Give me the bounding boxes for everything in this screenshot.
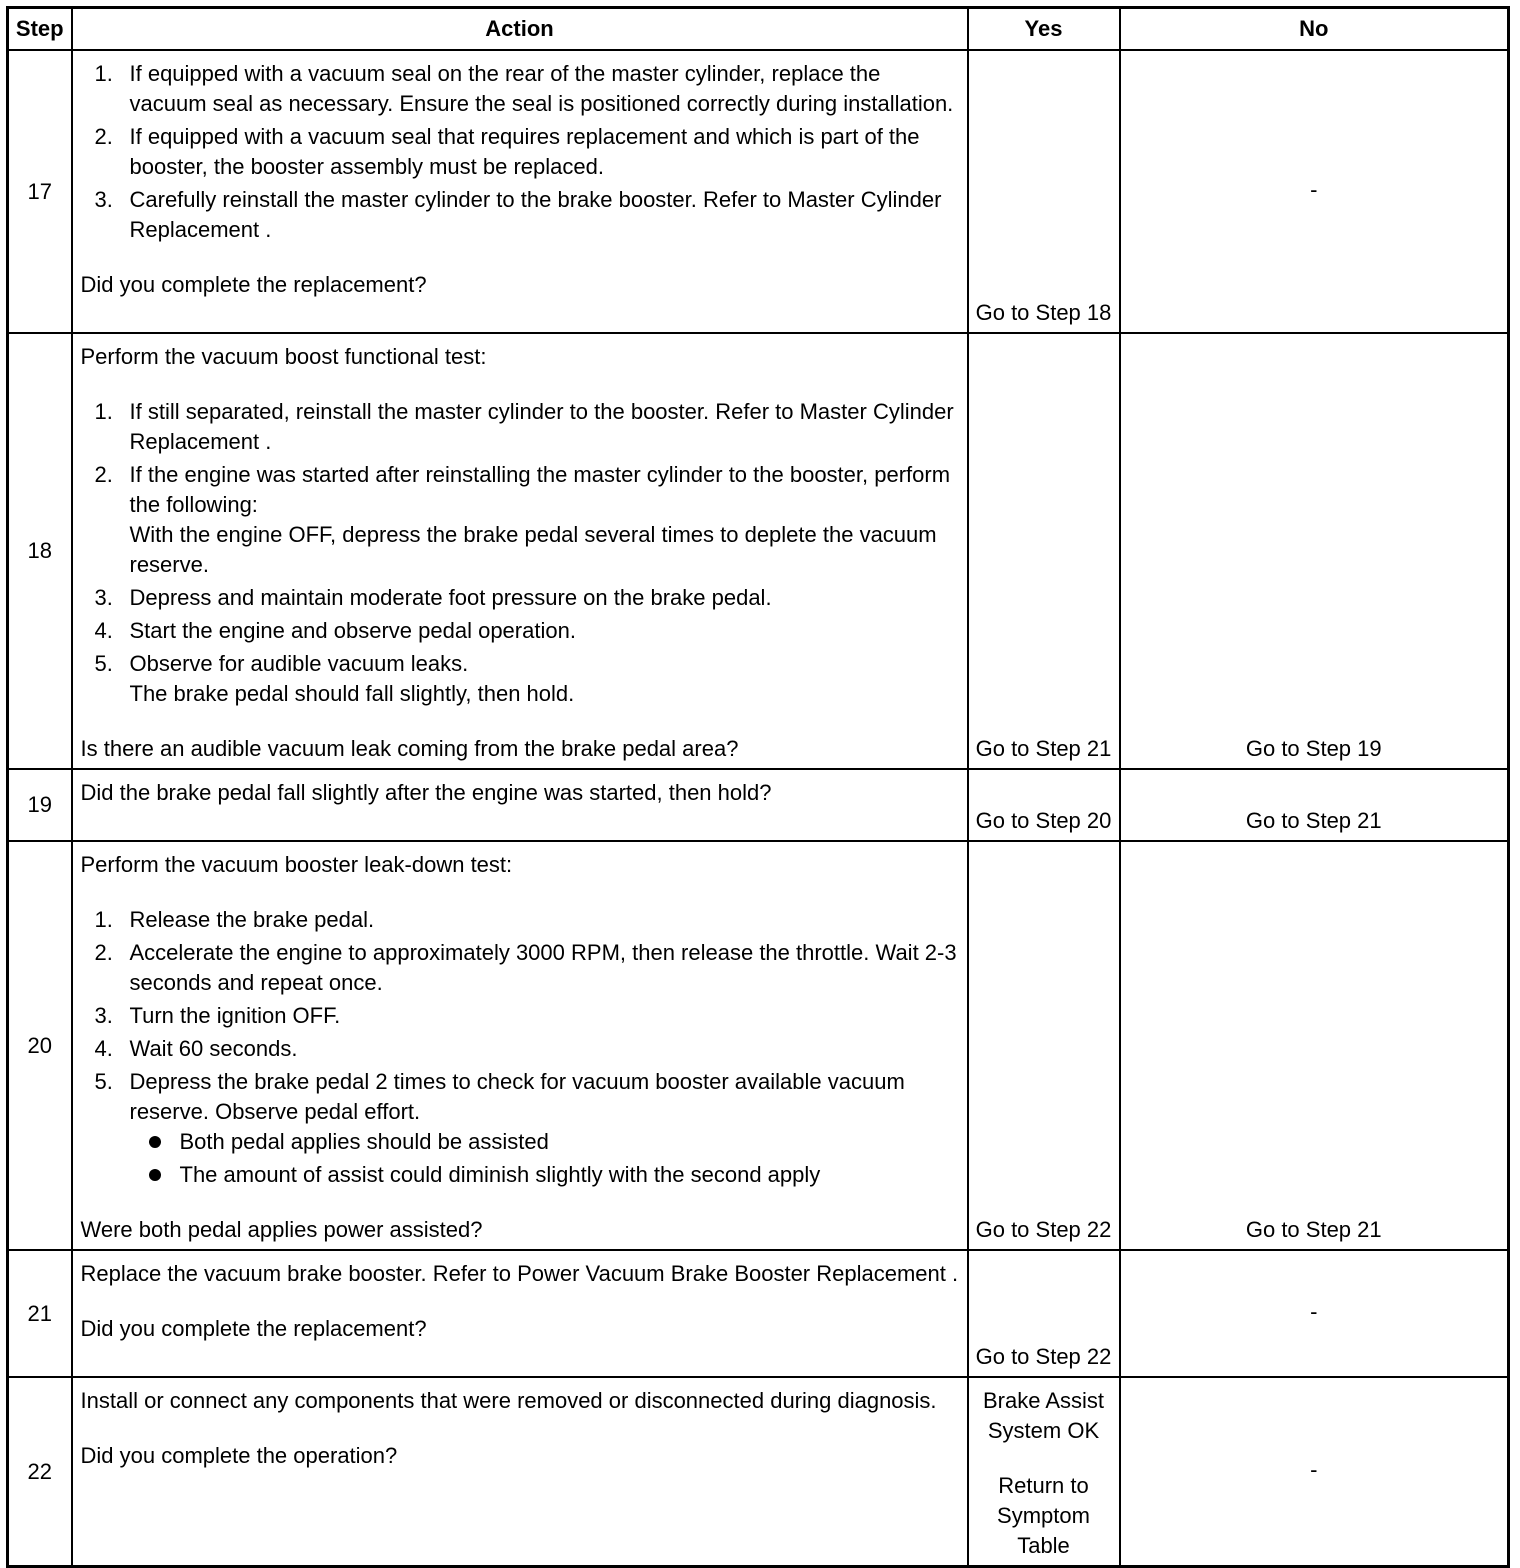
list-item: 5. Observe for audible vacuum leaks. The brake pedal should fall slightly, then hold.	[81, 649, 959, 709]
yes-cell: Go to Step 22	[968, 1250, 1120, 1377]
table-row	[8, 333, 1509, 769]
step-number: 22	[8, 1377, 72, 1567]
no-cell: Go to Step 21	[1120, 769, 1509, 841]
list-item: 3. Turn the ignition OFF.	[94, 1003, 341, 1028]
yes-result: Brake Assist System OK	[982, 1388, 1105, 1443]
no-cell: -	[1120, 1377, 1509, 1567]
action-cell	[72, 50, 968, 333]
action-cell	[72, 1377, 968, 1567]
header-step: Step	[8, 8, 72, 51]
list-item: 2. If the engine was started after reinstalling the master cylinder to the booster, perform the following: With the engine OFF, depress the brake pedal several times to deplete the vacuum reserve.	[81, 460, 959, 580]
list-item: 3. Carefully reinstall the master cylinder to the brake booster. Refer to Master Cylinder Replacement .	[94, 187, 942, 242]
table-row	[8, 1377, 1509, 1567]
action-cell	[72, 1250, 968, 1377]
question: Did you complete the operation?	[80, 1443, 398, 1468]
table-row	[8, 769, 1509, 841]
no-cell: Go to Step 21	[1120, 841, 1509, 1250]
list-item: 1. Release the brake pedal.	[94, 907, 375, 932]
question: Did you complete the replacement?	[80, 1316, 427, 1341]
list-item: 3. Depress and maintain moderate foot pressure on the brake pedal.	[94, 585, 772, 610]
intro: Replace the vacuum brake booster. Refer to Power Vacuum Brake Booster Replacement .	[80, 1261, 959, 1286]
table-row	[8, 841, 1509, 1250]
step-number: 20	[8, 841, 72, 1250]
list-item: 4. Start the engine and observe pedal operation.	[94, 618, 576, 643]
list-item: 2. If equipped with a vacuum seal that requires replacement and which is part of the booster, the booster assembly must be replaced.	[94, 124, 920, 179]
note: The brake pedal should fall slightly, then hold.	[129, 681, 575, 706]
yes-return: Return to Symptom Table	[997, 1473, 1090, 1558]
action-cell	[72, 841, 968, 1250]
diagnostic-table	[6, 6, 1510, 1568]
bullet-item: The amount of assist could diminish slightly with the second apply	[130, 1160, 959, 1190]
no-cell: -	[1120, 50, 1509, 333]
header-action: Action	[72, 8, 968, 51]
header-yes: Yes	[968, 8, 1120, 51]
list-item: 1. If equipped with a vacuum seal on the rear of the master cylinder, replace the vacuum seal as necessary. Ensure the seal is positioned correctly during installation.	[94, 61, 954, 116]
intro: Perform the vacuum booster leak-down test:	[80, 852, 513, 877]
yes-cell: Go to Step 20	[968, 769, 1120, 841]
yes-cell: Go to Step 18	[968, 50, 1120, 333]
no-cell: Go to Step 19	[1120, 333, 1509, 769]
intro: Install or connect any components that were removed or disconnected during diagnosis.	[80, 1388, 937, 1413]
question: Did the brake pedal fall slightly after the engine was started, then hold?	[80, 780, 772, 805]
action-cell	[72, 333, 968, 769]
action-cell	[72, 769, 968, 841]
no-cell: -	[1120, 1250, 1509, 1377]
table-row	[8, 1250, 1509, 1377]
question: Is there an audible vacuum leak coming from the brake pedal area?	[80, 736, 739, 761]
list-item: 5. Depress the brake pedal 2 times to check for vacuum booster available vacuum reserve. Observe pedal effort. Both pedal applies should be assisted The amount of assist could diminish slightly with the second apply	[81, 1067, 959, 1190]
yes-cell: Go to Step 22	[968, 841, 1120, 1250]
intro: Perform the vacuum boost functional test:	[80, 344, 487, 369]
header-no: No	[1120, 8, 1509, 51]
step-number: 18	[8, 333, 72, 769]
step-number: 17	[8, 50, 72, 333]
header-row	[8, 8, 1509, 51]
list-item: 2. Accelerate the engine to approximately 3000 RPM, then release the throttle. Wait 2-3 seconds and repeat once.	[94, 940, 957, 995]
list-item: 4. Wait 60 seconds.	[94, 1036, 298, 1061]
list-item: 1. If still separated, reinstall the master cylinder to the booster. Refer to Master Cylinder Replacement .	[94, 399, 954, 454]
bullet-item: Both pedal applies should be assisted	[130, 1127, 959, 1157]
note: With the engine OFF, depress the brake pedal several times to deplete the vacuum reserve.	[129, 522, 937, 577]
step-number: 19	[8, 769, 72, 841]
yes-cell: Go to Step 21	[968, 333, 1120, 769]
table-row	[8, 50, 1509, 333]
question: Were both pedal applies power assisted?	[80, 1217, 483, 1242]
step-number: 21	[8, 1250, 72, 1377]
yes-cell	[968, 1377, 1120, 1567]
question: Did you complete the replacement?	[80, 272, 427, 297]
